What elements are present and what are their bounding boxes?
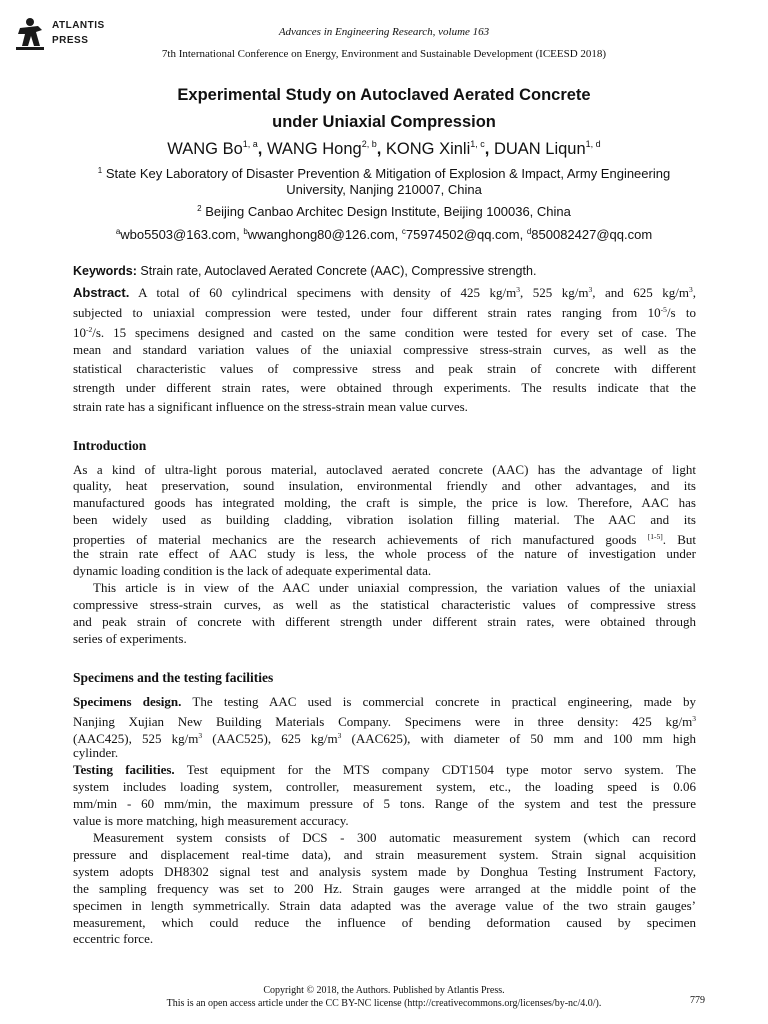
body-text: (AAC425), 525 kg/m: [73, 731, 199, 746]
section-heading-specimens: Specimens and the testing facilities: [73, 670, 274, 685]
body-line: eccentric force.: [73, 931, 154, 946]
specimens-design-label: Specimens design.: [73, 694, 182, 709]
citation-mark: [1-5]: [647, 532, 663, 541]
author-name: DUAN Liqun: [493, 140, 586, 158]
body-line: measurement, which could reduce the influence of bending deformation caused by specimen: [73, 915, 696, 930]
author-name: WANG Hong: [266, 140, 362, 158]
body-line: Measurement system consists of DCS - 300 automatic measurement system (which can record: [93, 830, 696, 845]
publisher-name-line1: ATLANTIS: [52, 20, 105, 31]
body-line: manufactured goods has integrated molding, the craft is simple, the price is low. Therefore, AAC has: [73, 495, 696, 510]
abstract-text: /s. 15 specimens designed and casted on the same condition were tested for every set of case. The: [92, 325, 696, 340]
body-text: The testing AAC used is commercial concrete in practical engineering, made by: [192, 694, 697, 709]
publisher-name-line2: PRESS: [52, 35, 89, 46]
superscript: 3: [198, 731, 203, 740]
superscript: 3: [337, 731, 342, 740]
body-line: specimen in length symmetrically. Strain data adapted was the average value of the two strain gauges’: [73, 898, 696, 913]
body-line: quality, heat preservation, sound insulation, environmental friendly and other advantages, and its: [73, 478, 696, 493]
body-line: system adopts DH8302 signal test and analysis system made by Donghua Testing Instrument Factory,: [73, 864, 696, 879]
abstract-text: , 525 kg/m: [520, 285, 589, 300]
keywords: [73, 263, 696, 279]
body-line: and peak strain of concrete with different strength under different strain rates, were obtained through: [73, 614, 696, 629]
abstract-text: ,: [692, 285, 696, 300]
email-mark: b: [243, 227, 248, 236]
body-text: properties of material mechanics are the research achievements of rich manufactured goods: [73, 532, 637, 547]
abstract-line: [73, 302, 696, 321]
body-line: the sampling frequency was set to 200 Hz. Strain gauges were arranged at the middle point of the: [73, 881, 696, 896]
superscript: -2: [86, 325, 93, 334]
author-separator: ,: [257, 140, 267, 158]
superscript: 3: [689, 285, 693, 294]
superscript: -5: [660, 305, 667, 314]
body-text: Nanjing Xujian New Building Materials Company. Specimens were in three density: 425 kg/m: [73, 714, 693, 729]
abstract-text: A total of 60 cylindrical specimens with density of 425 kg/m: [138, 285, 517, 300]
footer-copyright: Copyright © 2018, the Authors. Published by Atlantis Press.: [263, 985, 505, 996]
body-line: As a kind of ultra-light porous material, autoclaved aerated concrete (AAC) has the advantage of light: [73, 462, 696, 477]
abstract-label: Abstract.: [73, 285, 130, 300]
page-number: 779: [690, 995, 705, 1006]
paper-title-line1: Experimental Study on Autoclaved Aerated Concrete: [177, 86, 591, 104]
body-line: [73, 762, 696, 778]
superscript: 3: [516, 285, 520, 294]
abstract-text: /s to: [666, 305, 696, 320]
journal-line: Advances in Engineering Research, volume 163: [278, 26, 490, 38]
body-text: (AAC525), 625 kg/m: [202, 731, 338, 746]
abstract-line: mean and standard variation values of the uniaxial compressive stress-strain curves, as well as the: [73, 342, 696, 357]
body-line: been widely used as building cladding, vibration isolation filling material. The AAC and its: [73, 512, 696, 527]
body-line: value is more matching, high measurement accuracy.: [73, 813, 349, 828]
abstract-line: [73, 282, 696, 301]
footer-license: This is an open access article under the CC BY-NC license (http://creativecommons.org/licenses/by-nc/4.0/).: [166, 998, 602, 1009]
email-address: 75974502@qq.com,: [405, 227, 527, 242]
paper-title-line2: under Uniaxial Compression: [272, 113, 496, 131]
body-line: system includes loading system, controller, measurement system, etc., the loading speed is 0.06: [73, 779, 696, 794]
author-affiliation-mark: 2, b: [361, 139, 377, 149]
author-affiliation-mark: 1, c: [470, 139, 485, 149]
testing-facilities-label: Testing facilities.: [73, 762, 175, 777]
body-line: pressure and displacement real-time data), and strain measurement system. Strain signal acquisition: [73, 847, 696, 862]
body-text: Test equipment for the MTS company CDT1504 type motor servo system. The: [186, 762, 697, 777]
conference-line: 7th International Conference on Energy, Environment and Sustainable Development (ICEESD 2018): [161, 48, 607, 60]
author-name: WANG Bo: [167, 140, 243, 158]
body-line: cylinder.: [73, 745, 119, 760]
abstract-line: statistical characteristic values of compressive stress and peak strain of concrete with different: [73, 361, 696, 376]
body-text: (AAC625), with diameter of 50 mm and 100 mm high: [341, 731, 696, 746]
body-line: mm/min - 60 mm/min, the maximum pressure of 5 tons. Range of the system and test the pressure: [73, 796, 696, 811]
affiliation-text: State Key Laboratory of Disaster Prevention & Mitigation of Explosion & Impact, Army Engineering: [105, 166, 671, 181]
body-line: This article is in view of the AAC under uniaxial compression, the variation values of the uniaxial: [93, 580, 696, 595]
author-affiliation-mark: 1, a: [242, 139, 258, 149]
section-heading-introduction: Introduction: [73, 438, 147, 453]
abstract-line: strain rate has a significant influence on the stress-strain mean value curves.: [73, 399, 468, 414]
abstract-text: 10: [73, 325, 86, 340]
affiliation-mark: 2: [197, 204, 202, 213]
keywords-text: Strain rate, Autoclaved Aerated Concrete (AAC), Compressive strength.: [140, 264, 537, 278]
abstract-text: subjected to uniaxial compression were tested, under four different strain rates ranging from 10: [73, 305, 661, 320]
abstract-text: , and 625 kg/m: [592, 285, 689, 300]
abstract-line: strength under different strain rates, were obtained through experiments. The results indicate that the: [73, 380, 696, 395]
email-address: wbo5503@163.com,: [120, 227, 244, 242]
email-mark: d: [526, 227, 532, 236]
author-list: [0, 139, 768, 159]
keywords-label: Keywords:: [73, 264, 137, 278]
body-line: dynamic loading condition is the lack of adequate experimental data.: [73, 563, 432, 578]
affiliation-1: [0, 166, 768, 181]
body-line: [73, 694, 696, 710]
abstract-line: [73, 322, 696, 341]
superscript: 3: [588, 285, 593, 294]
author-affiliation-mark: 1, d: [585, 139, 601, 149]
email-mark: a: [115, 227, 121, 236]
affiliation-2: [0, 204, 768, 219]
email-address: wwanghong80@126.com,: [247, 227, 402, 242]
body-line: the strain rate effect of AAC study is less, the whole process of the nature of investigation under: [73, 546, 696, 561]
author-separator: ,: [484, 140, 494, 158]
body-text: . But: [662, 532, 696, 547]
author-separator: ,: [376, 140, 386, 158]
email-address: 850082427@qq.com: [531, 227, 653, 242]
body-line: compressive stress-strain curves, as well as the statistical characteristic values of compressive stress: [73, 597, 696, 612]
body-line: series of experiments.: [73, 631, 187, 646]
email-list: [0, 227, 768, 242]
email-mark: c: [401, 227, 406, 236]
affiliation-1-cont: University, Nanjing 210007, China: [286, 182, 482, 197]
author-name: KONG Xinli: [385, 140, 471, 158]
affiliation-text: Beijing Canbao Architec Design Institute, Beijing 100036, China: [205, 204, 571, 219]
affiliation-mark: 1: [97, 166, 103, 175]
superscript: 3: [692, 714, 696, 723]
